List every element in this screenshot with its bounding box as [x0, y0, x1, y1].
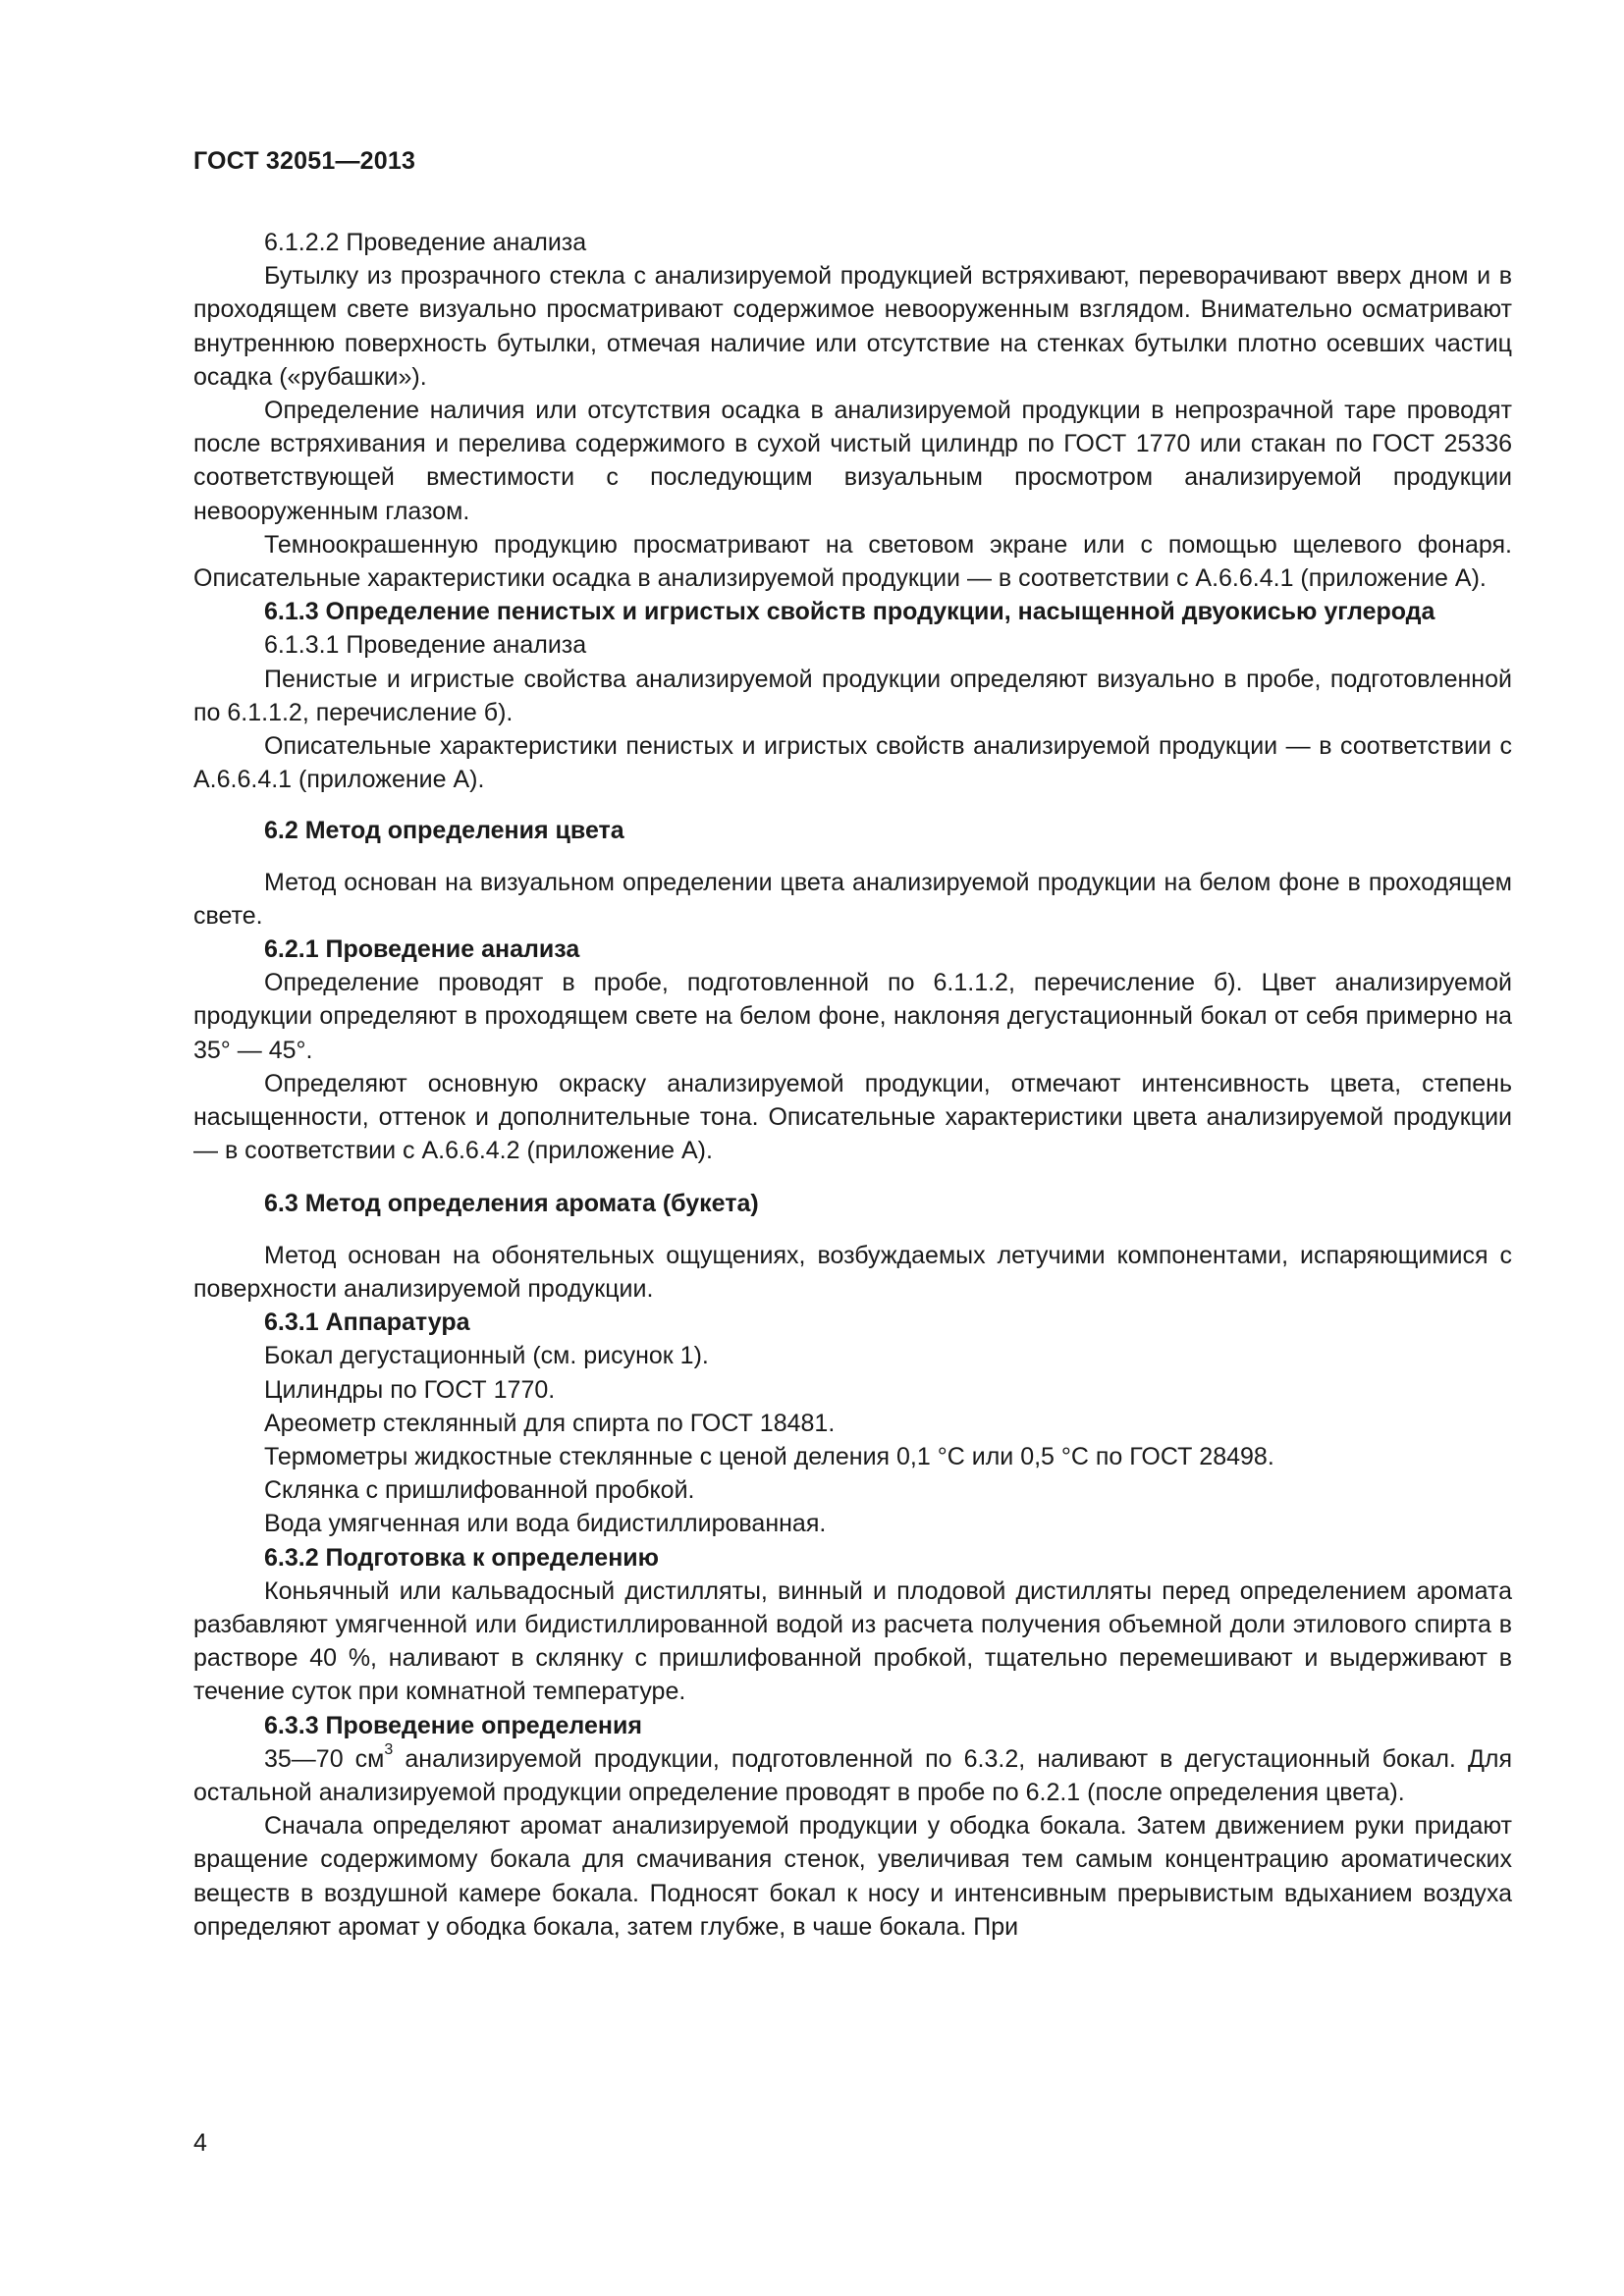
paragraph: Описательные характеристики пенистых и игристых свойств анализируемой продукции — в соответствии с А.6.6.4.1 (приложение А). [193, 732, 1512, 794]
section-heading-6-3-2: 6.3.2 Подготовка к определению [264, 1543, 660, 1572]
list-item: Цилиндры по ГОСТ 1770. [264, 1375, 556, 1404]
paragraph-volume [193, 1742, 1512, 1809]
subsection-title-6-1-3-1: 6.1.3.1 Проведение анализа [264, 631, 587, 660]
paragraph: Коньячный или кальвадосный дистилляты, винный и плодовой дистилляты перед определением аромата разбавляют умягченной или бидистиллированной водой из расчета получения объемной доли этилового спирта в растворе 40 %, наливают в склянку с пришлифованной пробкой, тщательно перемешивают и выдерживают в течение суток при комнатной температуре. [193, 1576, 1512, 1706]
paragraph: Определение проводят в пробе, подготовленной по 6.1.1.2, перечисление б). Цвет анализируемой продукции определяют в проходящем свете на белом фоне, наклоняя дегустационный бокал от себя примерно на 35° — 45°. [193, 969, 1512, 1064]
list-item: Бокал дегустационный (см. рисунок 1). [264, 1342, 709, 1370]
section-heading-6-3-3: 6.3.3 Проведение определения [264, 1711, 642, 1739]
paragraph: Бутылку из прозрачного стекла с анализируемой продукцией встряхивают, переворачивают вверх дном и в проходящем свете визуально просматривают содержимое невооруженным взглядом. Внимательно осматривают внутреннюю поверхность бутылки, отмечая наличие или отсутствие на стенках бутылки плотно осевших частиц осадка («рубашки»). [193, 262, 1512, 391]
list-item: Склянка с пришлифованной пробкой. [264, 1476, 695, 1505]
section-heading-6-3-1: 6.3.1 Аппаратура [264, 1308, 470, 1337]
list-item: Ареометр стеклянный для спирта по ГОСТ 18481. [264, 1409, 836, 1437]
section-heading-6-3: 6.3 Метод определения аромата (букета) [264, 1190, 759, 1218]
volume-text-rest: анализируемой продукции, подготовленной по 6.3.2, наливают в дегустационный бокал. Для остальной анализируемой продукции определение проводят в пробе по 6.2.1 (после определения цвета). [193, 1744, 1512, 1806]
paragraph: Определение наличия или отсутствия осадка в анализируемой продукции в непрозрачной таре проводят после встряхивания и перелива содержимого в сухой чистый цилиндр по ГОСТ 1770 или стакан по ГОСТ 25336 соответствующей вместимости с последующим визуальным просмотром анализируемой продукции невооруженным глазом. [193, 397, 1512, 525]
paragraph: Темноокрашенную продукцию просматривают на световом экране или с помощью щелевого фонаря. Описательные характеристики осадка в анализируемой продукции — в соответствии с А.6.6.4.1 (приложение А). [193, 530, 1512, 593]
paragraph: Метод основан на визуальном определении цвета анализируемой продукции на белом фоне в проходящем свете. [193, 868, 1512, 930]
section-heading-6-2: 6.2 Метод определения цвета [264, 817, 624, 845]
subsection-title-6-1-2-2: 6.1.2.2 Проведение анализа [264, 229, 587, 256]
list-item: Вода умягченная или вода бидистиллированная. [264, 1510, 827, 1538]
document-body [193, 226, 1512, 1944]
cubic-superscript: 3 [384, 1741, 394, 1759]
paragraph: Метод основан на обонятельных ощущениях, возбуждаемых летучими компонентами, испаряющимися с поверхности анализируемой продукции. [193, 1241, 1512, 1303]
section-heading-6-1-3: 6.1.3 Определение пенистых и игристых свойств продукции, насыщенной двуокисью углерода [264, 598, 1435, 626]
volume-text: 35—70 см [264, 1744, 385, 1773]
page-number: 4 [193, 2129, 207, 2157]
paragraph: Сначала определяют аромат анализируемой продукции у ободка бокала. Затем движением руки придают вращение содержимому бокала для смачивания стенок, увеличивая тем самым концентрацию ароматических веществ в воздушной камере бокала. Подносят бокал к носу и интенсивным прерывистым вдыханием воздуха определяют аромат у ободка бокала, затем глубже, в чаше бокала. При [193, 1812, 1512, 1941]
section-heading-6-2-1: 6.2.1 Проведение анализа [264, 935, 580, 964]
document-code-header: ГОСТ 32051—2013 [193, 147, 416, 175]
paragraph: Определяют основную окраску анализируемой продукции, отмечают интенсивность цвета, степень насыщенности, оттенок и дополнительные тона. Описательные характеристики цвета анализируемой продукции — в соответствии с А.6.6.4.2 (приложение А). [193, 1069, 1512, 1165]
list-item: Термометры жидкостные стеклянные с ценой деления 0,1 °С или 0,5 °С по ГОСТ 28498. [264, 1442, 1274, 1470]
paragraph: Пенистые и игристые свойства анализируемой продукции определяют визуально в пробе, подготовленной по 6.1.1.2, перечисление б). [193, 665, 1512, 726]
